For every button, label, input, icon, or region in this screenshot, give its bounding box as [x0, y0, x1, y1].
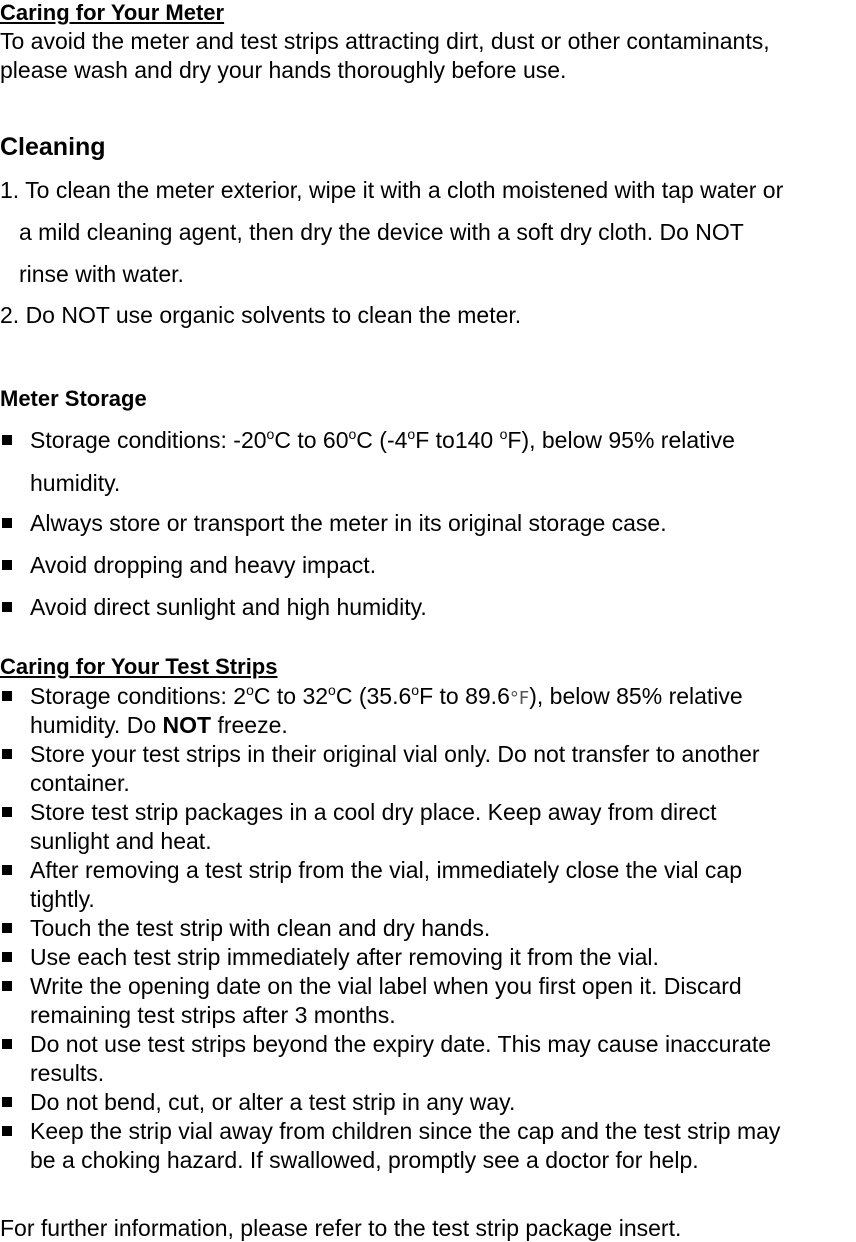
- bullet-icon: [2, 602, 12, 612]
- strips-bullet-3-line1: Store test strip packages in a cool dry place. Keep away from direct: [30, 799, 717, 825]
- strips-bullet-1: Storage conditions: 2$^o$C to 32$^o$C (35.6$^o$F to 89.6°F), below 85% relative: [30, 682, 743, 709]
- bullet-icon: [2, 518, 12, 528]
- meter-care-intro-line1: To avoid the meter and test strips attracting dirt, dust or other contaminants,: [0, 28, 770, 54]
- strips-bullet-10-line1: Keep the strip vial away from children since the cap and the test strip may: [30, 1118, 781, 1144]
- strips-bullet-2-line1: Store your test strips in their original vial only. Do not transfer to another: [30, 741, 760, 767]
- bullet-icon: [2, 560, 12, 570]
- storage-bullet-1-line2: humidity.: [30, 470, 121, 496]
- storage-bullet-4: Avoid direct sunlight and high humidity.: [30, 594, 427, 620]
- strips-heading: Caring for Your Test Strips: [0, 654, 278, 679]
- strips-bullet-8-line1: Do not use test strips beyond the expiry date. This may cause inaccurate: [30, 1031, 772, 1057]
- bullet-icon: [2, 1039, 12, 1049]
- bullet-icon: [2, 865, 12, 875]
- storage-heading: Meter Storage: [0, 386, 147, 411]
- bullet-icon: [2, 435, 12, 445]
- cleaning-item1-line1: 1. To clean the meter exterior, wipe it with a cloth moistened with tap water or: [0, 177, 784, 203]
- meter-care-intro-line2: please wash and dry your hands thoroughly before use.: [0, 57, 567, 83]
- cleaning-item1-line2: a mild cleaning agent, then dry the device with a soft dry cloth. Do NOT: [19, 219, 744, 245]
- strips-bullet-7-line2: remaining test strips after 3 months.: [30, 1002, 396, 1028]
- bullet-icon: [2, 807, 12, 817]
- strips-bullet-1-line2: humidity. Do NOT freeze.: [30, 712, 288, 738]
- strips-bullet-4-line1: After removing a test strip from the vial, immediately close the vial cap: [30, 857, 743, 883]
- bullet-icon: [2, 952, 12, 962]
- bullet-icon: [2, 749, 12, 759]
- strips-bullet-5: Touch the test strip with clean and dry hands.: [30, 915, 491, 941]
- meter-care-heading: Caring for Your Meter: [0, 0, 225, 25]
- bullet-icon: [2, 1126, 12, 1136]
- strips-bullet-4-line2: tightly.: [30, 886, 95, 912]
- cleaning-heading: Cleaning: [0, 133, 106, 161]
- strips-bullet-10-line2: be a choking hazard. If swallowed, promptly see a doctor for help.: [30, 1147, 699, 1173]
- bullet-icon: [2, 691, 12, 701]
- cleaning-item2: 2. Do NOT use organic solvents to clean the meter.: [0, 302, 522, 328]
- cleaning-item1-line3: rinse with water.: [19, 261, 184, 287]
- strips-bullet-3-line2: sunlight and heat.: [30, 828, 212, 854]
- bullet-icon: [2, 981, 12, 991]
- footer-note: For further information, please refer to the test strip package insert.: [0, 1215, 682, 1241]
- bullet-icon: [2, 923, 12, 933]
- strips-bullet-6: Use each test strip immediately after removing it from the vial.: [30, 944, 659, 970]
- storage-bullet-3: Avoid dropping and heavy impact.: [30, 552, 377, 578]
- storage-bullet-2: Always store or transport the meter in its original storage case.: [30, 510, 667, 536]
- bullet-icon: [2, 1097, 12, 1107]
- strips-bullet-8-line2: results.: [30, 1060, 105, 1086]
- storage-bullet-1: Storage conditions: -20$^o$C to 60$^o$C (-4$^o$F to140 $^o$F), below 95% relative: [30, 426, 735, 453]
- strips-bullet-9: Do not bend, cut, or alter a test strip in any way.: [30, 1089, 516, 1115]
- strips-bullet-7-line1: Write the opening date on the vial label when you first open it. Discard: [30, 973, 742, 999]
- strips-bullet-2-line2: container.: [30, 770, 130, 796]
